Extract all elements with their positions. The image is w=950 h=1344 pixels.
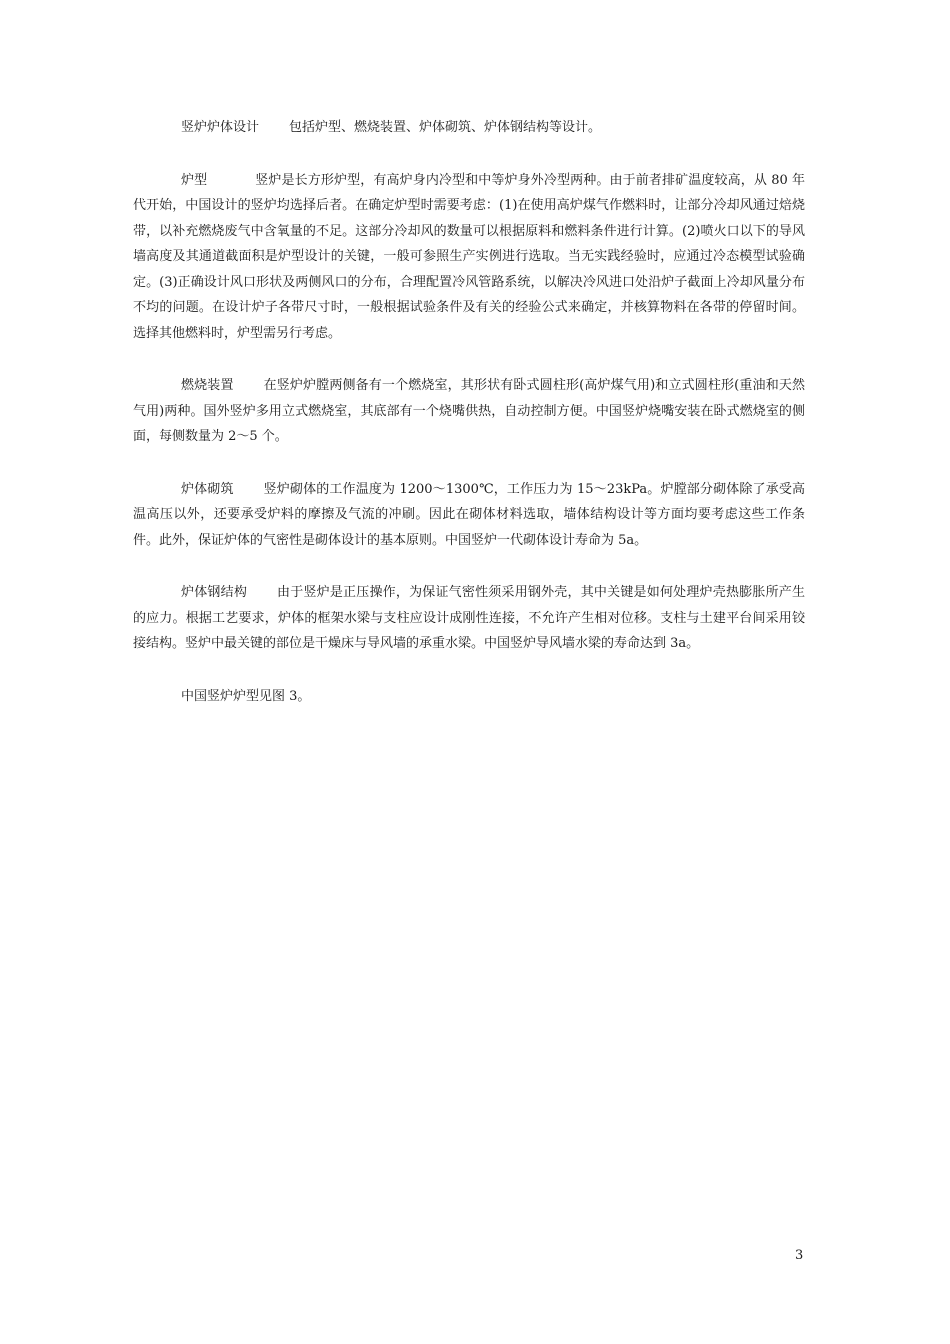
section-term: 炉型 xyxy=(181,172,208,188)
section-term: 炉体砌筑 xyxy=(181,481,234,497)
paragraph-furnace-type xyxy=(133,168,805,347)
paragraph-text: 竖炉是长方形炉型，有高炉身内冷型和中等炉身外冷型两种。由于前者排矿温度较高，从 80 年代开始，中国设计的竖炉均选择后者。在确定炉型时需要考虑：(1)在使用高炉煤气作燃料时，让部分冷却风通过焙烧带，以补充燃烧废气中含氧量的不足。这部分冷却风的数量可以根据原料和燃料条件进行计算。(2)喷火口以下的导风墙高度及其通道截面积是炉型设计的关键，一般可参照生产实例进行选取。当无实践经验时，应通过冷态模型试验确定。(3)正确设计风口形状及两侧风口的分布，合理配置冷风管路系统，以解决冷风进口处沿炉子截面上冷却风量分布不均的问题。在设计炉子各带尺寸时，一般根据试验条件及有关的经验公式来确定，并核算物料在各带的停留时间。选择其他燃料时，炉型需另行考虑。 xyxy=(133,172,805,341)
paragraph-text: 中国竖炉炉型见图 3。 xyxy=(181,688,311,704)
paragraph-text: 竖炉砌体的工作温度为 1200～1300℃，工作压力为 15～23kPa。炉膛部分砌体除了承受高温高压以外，还要承受炉料的摩擦及气流的冲刷。因此在砌体材料选取，墙体结构设计等方面均要考虑这些工作条件。此外，保证炉体的气密性是砌体设计的基本原则。中国竖炉一代砌体设计寿命为 5a。 xyxy=(133,481,805,548)
section-term: 竖炉炉体设计 xyxy=(181,120,260,135)
page-number: 3 xyxy=(795,1248,804,1263)
document-body xyxy=(133,115,805,736)
paragraph-furnace-masonry xyxy=(133,477,805,554)
paragraph-combustion-device xyxy=(133,373,805,450)
paragraph-steel-structure xyxy=(133,580,805,657)
paragraph-text: 包括炉型、燃烧装置、炉体砌筑、炉体钢结构等设计。 xyxy=(289,120,602,135)
paragraph-shaft-furnace-design xyxy=(133,115,805,141)
paragraph-text: 由于竖炉是正压操作，为保证气密性须采用钢外壳，其中关键是如何处理炉壳热膨胀所产生的应力。根据工艺要求，炉体的框架水梁与支柱应设计成刚性连接，不允许产生相对位移。支柱与土建平台间采用铰接结构。竖炉中最关键的部位是干燥床与导风墙的承重水梁。中国竖炉导风墙水梁的寿命达到 3a。 xyxy=(133,585,805,651)
section-term: 燃烧装置 xyxy=(181,378,234,393)
paragraph-figure-reference xyxy=(133,684,805,710)
section-term: 炉体钢结构 xyxy=(181,585,248,600)
paragraph-text: 在竖炉炉膛两侧备有一个燃烧室，其形状有卧式圆柱形(高炉煤气用)和立式圆柱形(重油和天然气用)两种。国外竖炉多用立式燃烧室，其底部有一个烧嘴供热，自动控制方便。中国竖炉烧嘴安装在卧式燃烧室的侧面，每侧数量为 2～5 个。 xyxy=(133,378,805,444)
